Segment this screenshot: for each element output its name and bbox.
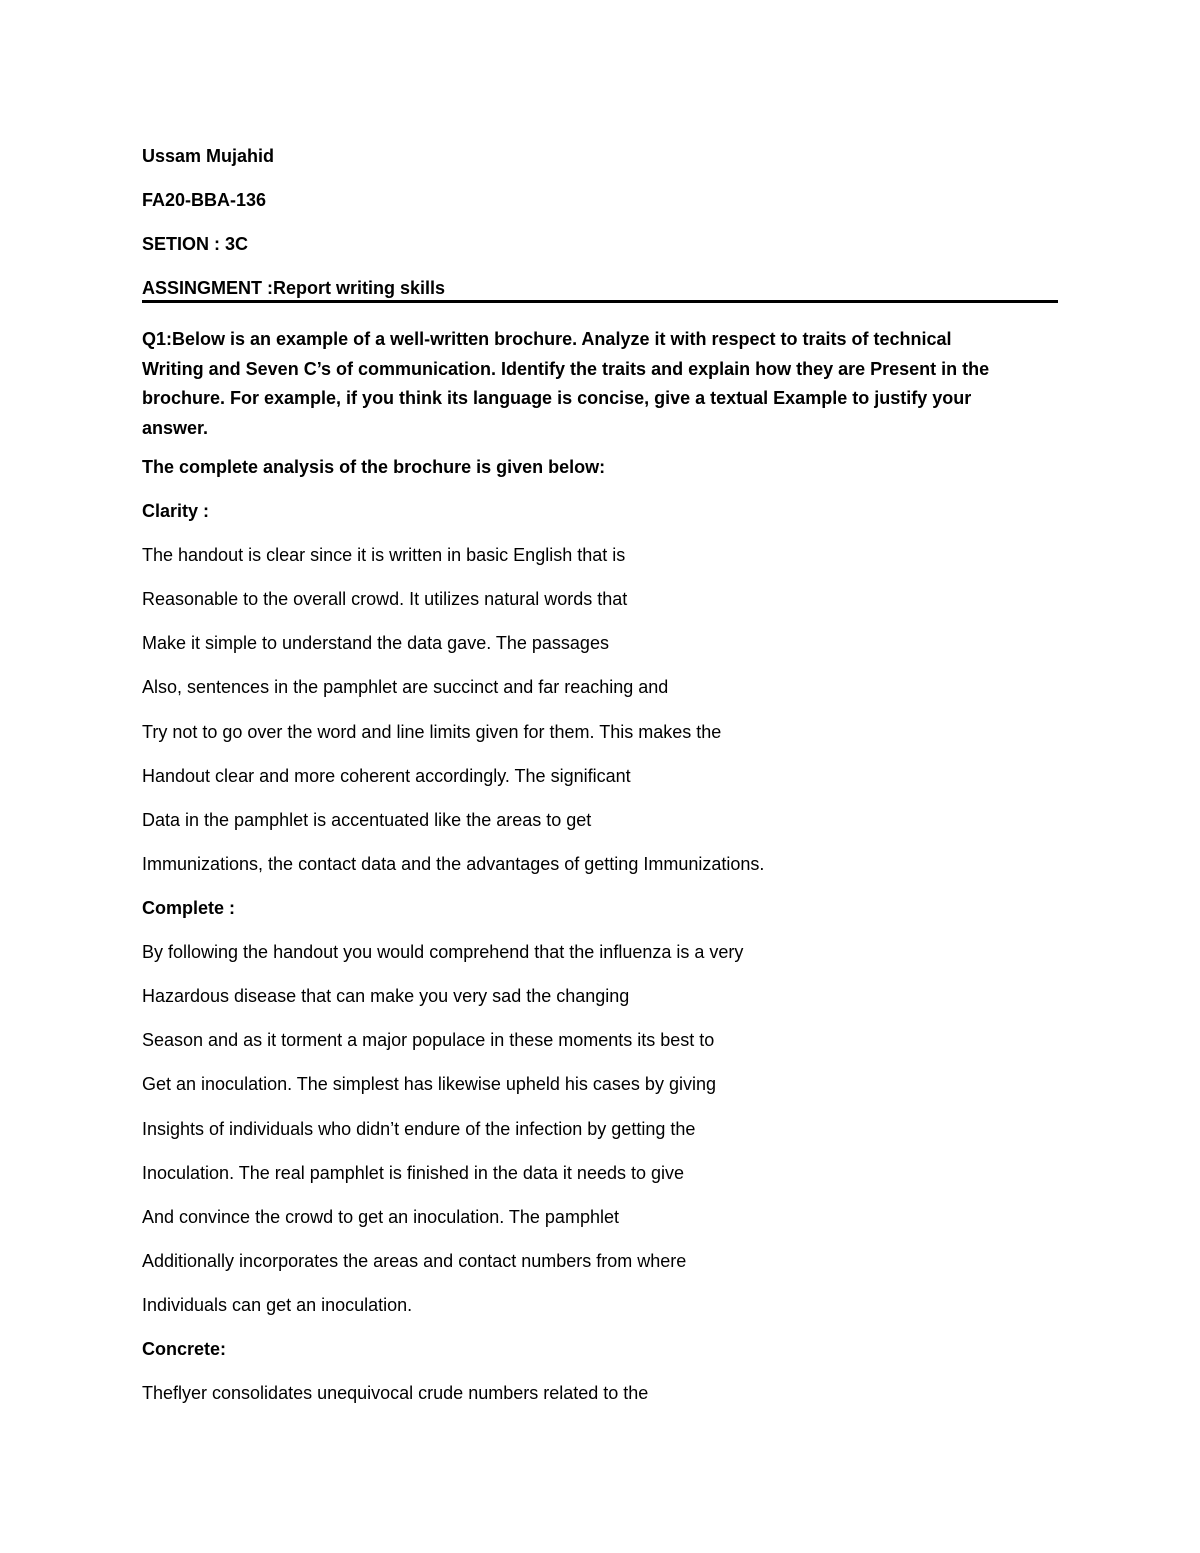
body-line: Get an inoculation. The simplest has likewise upheld his cases by giving: [142, 1074, 716, 1094]
body-line: The handout is clear since it is written in basic English that is: [142, 545, 626, 565]
body-line: Reasonable to the overall crowd. It utilizes natural words that: [142, 589, 628, 609]
body-line: Hazardous disease that can make you very sad the changing: [142, 986, 630, 1006]
question-line: Q1:Below is an example of a well-written brochure. Analyze it with respect to traits of technical: [142, 329, 952, 349]
body-line: Additionally incorporates the areas and contact numbers from where: [142, 1251, 687, 1271]
section-heading-clarity: Clarity :: [142, 501, 210, 521]
student-name: Ussam Mujahid: [142, 146, 275, 166]
section-heading-concrete: Concrete:: [142, 1339, 227, 1359]
analysis-intro: The complete analysis of the brochure is given below:: [142, 457, 606, 477]
question-line: Writing and Seven C’s of communication. Identify the traits and explain how they are Present in the: [142, 358, 990, 379]
body-line: And convince the crowd to get an inoculation. The pamphlet: [142, 1207, 619, 1227]
body-line: Inoculation. The real pamphlet is finished in the data it needs to give: [142, 1163, 685, 1183]
body-line: Data in the pamphlet is accentuated like the areas to get: [142, 810, 592, 830]
assignment-title: ASSINGMENT :Report writing skills: [142, 278, 446, 298]
body-line: Try not to go over the word and line limits given for them. This makes the: [142, 722, 722, 742]
question-line: brochure. For example, if you think its language is concise, give a textual Example to justify your: [142, 388, 972, 408]
body-line: Make it simple to understand the data gave. The passages: [142, 633, 609, 653]
section-label: SETION : 3C: [142, 234, 249, 254]
question-text: [142, 325, 1042, 443]
section-heading-complete: Complete :: [142, 898, 236, 918]
header-divider: [142, 300, 1058, 303]
registration-number: FA20-BBA-136: [142, 190, 267, 210]
body-line: Theflyer consolidates unequivocal crude numbers related to the: [142, 1383, 649, 1403]
body-line: Insights of individuals who didn’t endure of the infection by getting the: [142, 1119, 696, 1139]
body-line: Immunizations, the contact data and the advantages of getting Immunizations.: [142, 854, 765, 874]
body-line: By following the handout you would comprehend that the influenza is a very: [142, 942, 744, 962]
body-line: Individuals can get an inoculation.: [142, 1295, 413, 1315]
body-line: Season and as it torment a major populace in these moments its best to: [142, 1030, 715, 1050]
body-line: Also, sentences in the pamphlet are succinct and far reaching and: [142, 677, 669, 697]
question-line: answer.: [142, 417, 209, 438]
body-line: Handout clear and more coherent accordingly. The significant: [142, 766, 631, 786]
